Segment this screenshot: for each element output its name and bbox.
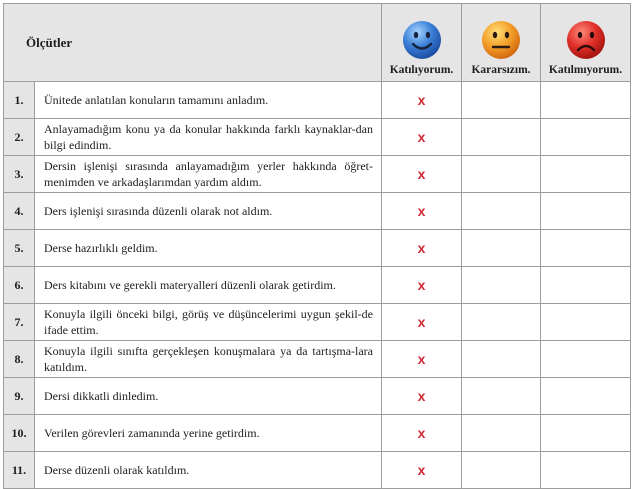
row-number: 3.	[4, 156, 35, 193]
undecided-checkbox[interactable]	[462, 119, 541, 156]
agree-checkbox[interactable]: x	[382, 341, 462, 378]
criterion-text: Konuyla ilgili önceki bilgi, görüş ve düşüncelerimi uygun şekil-de ifade ettim.	[35, 304, 382, 341]
disagree-checkbox[interactable]	[541, 415, 631, 452]
criterion-text: Ders işlenişi sırasında düzenli olarak not aldım.	[35, 193, 382, 230]
disagree-checkbox[interactable]	[541, 156, 631, 193]
undecided-checkbox[interactable]	[462, 304, 541, 341]
disagree-checkbox[interactable]	[541, 304, 631, 341]
criterion-text: Konuyla ilgili sınıfta gerçekleşen konuşmalara ya da tartışma-lara katıldım.	[35, 341, 382, 378]
disagree-checkbox[interactable]	[541, 267, 631, 304]
disagree-checkbox[interactable]	[541, 452, 631, 489]
disagree-checkbox[interactable]	[541, 119, 631, 156]
disagree-checkbox[interactable]	[541, 193, 631, 230]
table-row	[4, 452, 631, 489]
criterion-text: Dersi dikkatli dinledim.	[35, 378, 382, 415]
criterion-text: Dersin işlenişi sırasında anlayamadığım yerler hakkında öğret-menimden ve arkadaşlarımdan yardım aldım.	[35, 156, 382, 193]
table-row	[4, 119, 631, 156]
disagree-checkbox[interactable]	[541, 378, 631, 415]
disagree-checkbox[interactable]	[541, 341, 631, 378]
table-row	[4, 156, 631, 193]
agree-checkbox[interactable]: x	[382, 230, 462, 267]
criterion-text: Anlayamadığım konu ya da konular hakkında farklı kaynaklar-dan bilgi edindim.	[35, 119, 382, 156]
undecided-column-header	[462, 4, 541, 82]
row-number: 8.	[4, 341, 35, 378]
criterion-text: Derse hazırlıklı geldim.	[35, 230, 382, 267]
row-number: 5.	[4, 230, 35, 267]
table-row	[4, 230, 631, 267]
undecided-checkbox[interactable]	[462, 230, 541, 267]
agree-checkbox[interactable]: x	[382, 304, 462, 341]
undecided-checkbox[interactable]	[462, 82, 541, 119]
table-row	[4, 415, 631, 452]
neutral-face-icon	[481, 20, 521, 60]
table-row	[4, 304, 631, 341]
agree-checkbox[interactable]: x	[382, 378, 462, 415]
row-number: 7.	[4, 304, 35, 341]
agree-column-header	[382, 4, 462, 82]
agree-checkbox[interactable]: x	[382, 193, 462, 230]
undecided-checkbox[interactable]	[462, 267, 541, 304]
table-row	[4, 341, 631, 378]
disagree-checkbox[interactable]	[541, 230, 631, 267]
row-number: 11.	[4, 452, 35, 489]
agree-checkbox[interactable]: x	[382, 82, 462, 119]
evaluation-form	[3, 3, 631, 489]
row-number: 4.	[4, 193, 35, 230]
table-row	[4, 82, 631, 119]
row-number: 2.	[4, 119, 35, 156]
criterion-text: Derse düzenli olarak katıldım.	[35, 452, 382, 489]
row-number: 10.	[4, 415, 35, 452]
undecided-checkbox[interactable]	[462, 378, 541, 415]
header-row	[4, 4, 631, 82]
table-row	[4, 378, 631, 415]
agree-checkbox[interactable]: x	[382, 267, 462, 304]
undecided-checkbox[interactable]	[462, 156, 541, 193]
agree-checkbox[interactable]: x	[382, 119, 462, 156]
undecided-checkbox[interactable]	[462, 452, 541, 489]
criterion-text: Verilen görevleri zamanında yerine getirdim.	[35, 415, 382, 452]
agree-checkbox[interactable]: x	[382, 156, 462, 193]
row-number: 1.	[4, 82, 35, 119]
agree-checkbox[interactable]: x	[382, 415, 462, 452]
criterion-text: Ders kitabını ve gerekli materyalleri düzenli olarak getirdim.	[35, 267, 382, 304]
agree-checkbox[interactable]: x	[382, 452, 462, 489]
disagree-label: Katılmıyorum.	[548, 64, 623, 76]
agree-label: Katılıyorum.	[389, 64, 454, 76]
happy-face-icon	[402, 20, 442, 60]
undecided-checkbox[interactable]	[462, 193, 541, 230]
row-number: 9.	[4, 378, 35, 415]
undecided-checkbox[interactable]	[462, 415, 541, 452]
criteria-header: Ölçütler	[4, 4, 382, 82]
sad-face-icon	[566, 20, 606, 60]
disagree-checkbox[interactable]	[541, 82, 631, 119]
criterion-text: Ünitede anlatılan konuların tamamını anladım.	[35, 82, 382, 119]
self-evaluation-table	[3, 3, 631, 489]
undecided-label: Kararsızım.	[471, 64, 531, 76]
disagree-column-header	[541, 4, 631, 82]
undecided-checkbox[interactable]	[462, 341, 541, 378]
table-row	[4, 193, 631, 230]
table-row	[4, 267, 631, 304]
row-number: 6.	[4, 267, 35, 304]
